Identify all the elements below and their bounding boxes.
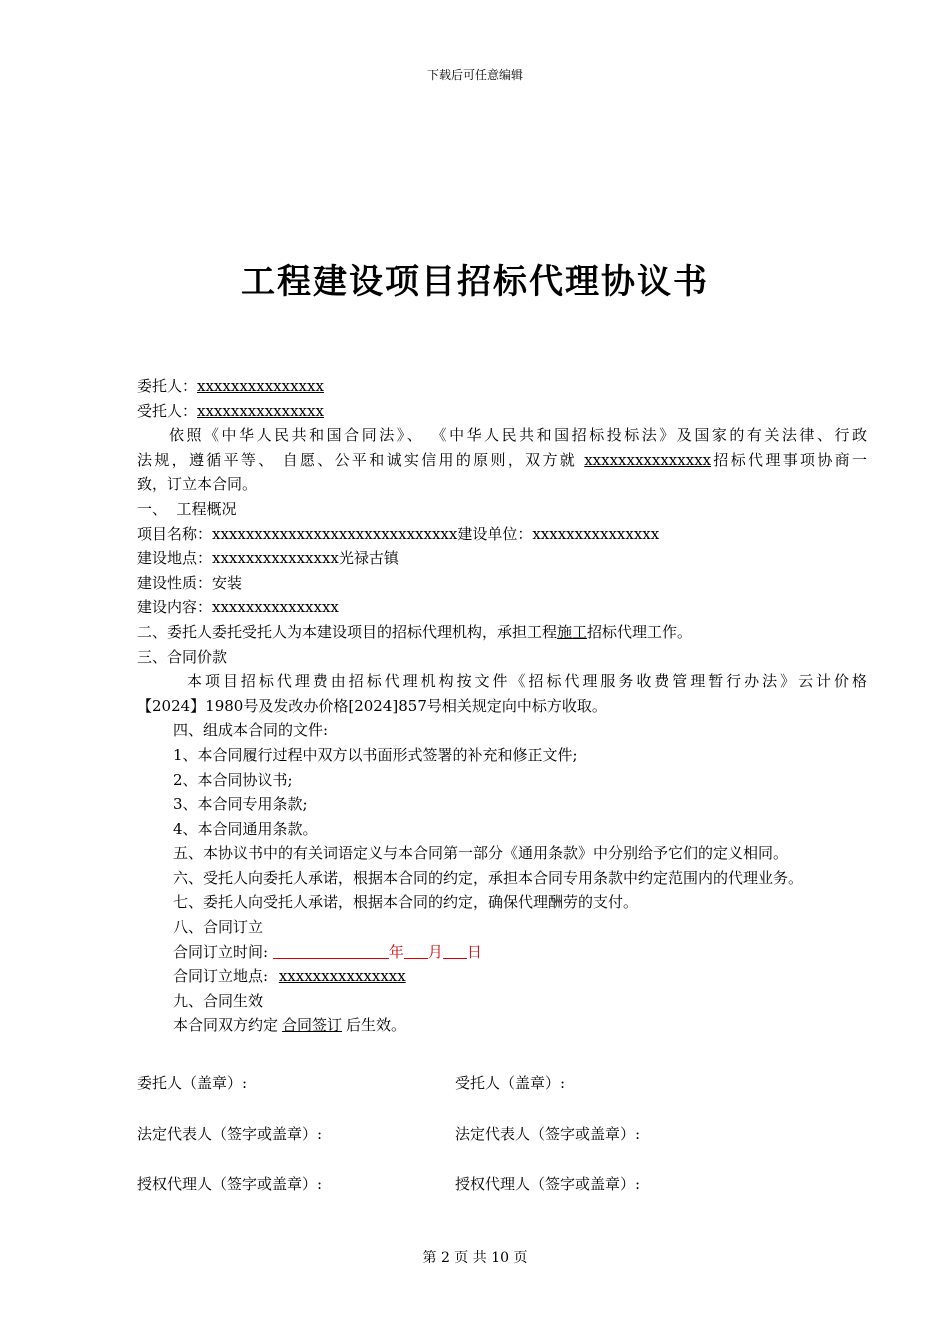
client-label: 委托人： [137,377,198,395]
signing-place-value: xxxxxxxxxxxxxxx [278,967,406,986]
section-2 [137,620,867,645]
signing-time-line [137,940,867,965]
section-7: 七、委托人向受托人承诺，根据本合同的约定，确保代理酬劳的支付。 [173,893,639,912]
intro-line-1: 依照《中华人民共和国合同法》、 《中华人民共和国招标投标法》及国家的有关法律、行政 [169,426,867,445]
signing-month-blank [404,942,428,959]
client-seal-label: 委托人（盖章）: [137,1074,248,1092]
document-body [137,374,867,1038]
project-name-line: 项目名称：xxxxxxxxxxxxxxxxxxxxxxxxxxxxx建设单位：xxxxxxxxxxxxxxx [137,524,660,543]
intro-line-3: 致，订立本合同。 [137,475,258,494]
page-header: 下载后可任意编辑 [426,68,523,82]
section-2-text-a: 二、委托人委托受托人为本建设项目的招标代理机构，承担工程 [137,622,558,641]
section-9-underlined: 合同签订 [282,1016,343,1035]
agent-rep-label: 法定代表人（签字或盖章）: [455,1125,641,1143]
section-9-heading: 九、合同生效 [173,991,264,1010]
client-value: xxxxxxxxxxxxxxx [197,377,324,395]
year-label: 年 [388,942,404,961]
intro-text-a: 法规，遵循平等、 自愿、公平和诚实信用的原则，双方就 [137,450,585,469]
section-3-line-2: 【2024】1980号及发改办价格[2024]857号相关规定向中标方收取。 [137,696,607,715]
section-4-item: 1、本合同履行过程中双方以书面形式签署的补充和修正文件; [173,745,578,764]
client-auth-label: 授权代理人（签字或盖章）: [137,1175,323,1193]
section-1-heading: 一、 工程概况 [137,499,237,518]
agent-line [137,399,867,424]
section-4-item: 3、本合同专用条款; [173,795,308,814]
signing-place-line [137,964,867,989]
section-9-text-b: 后生效。 [346,1016,407,1035]
section-8-heading: 八、合同订立 [173,918,264,937]
section-3-line-1: 本项目招标代理费由招标代理机构按文件《招标代理服务收费管理暂行办法》云计价格 [187,672,867,691]
signing-day-blank [443,942,467,959]
intro-line-2 [137,448,867,473]
day-label: 日 [466,942,482,961]
signing-year-blank [273,942,389,959]
document-title: 工程建设项目招标代理协议书 [241,262,709,302]
agent-value: xxxxxxxxxxxxxxx [197,401,324,420]
nature-line: 建设性质：安装 [137,573,243,592]
page-footer: 第 2 页 共 10 页 [422,1250,528,1266]
section-4-heading: 四、组成本合同的文件: [173,721,329,740]
month-label: 月 [427,942,443,961]
section-6: 六、受托人向委托人承诺，根据本合同的约定，承担本合同专用条款中约定范围内的代理业务。 [173,868,804,887]
section-3-heading: 三、合同价款 [137,647,228,666]
section-4-item: 2、本合同协议书; [173,770,293,789]
section-2-text-b: 招标代理工作。 [587,622,693,641]
section-2-underlined: 施工 [557,622,588,641]
project-placeholder: xxxxxxxxxxxxxxx [584,450,712,469]
section-4-item: 4、本合同通用条款。 [173,819,318,838]
signing-time-label: 合同订立时间: [173,942,273,961]
intro-text-b: 招标代理事项协商一 [711,450,867,469]
content-line: 建设内容：xxxxxxxxxxxxxxx [137,598,339,617]
signing-place-label: 合同订立地点: [173,967,273,986]
agent-seal-label: 受托人（盖章）: [455,1074,566,1092]
client-line [137,374,867,399]
client-rep-label: 法定代表人（签字或盖章）: [137,1125,323,1143]
location-line: 建设地点：xxxxxxxxxxxxxxx光禄古镇 [137,549,399,568]
agent-label: 受托人： [137,401,198,420]
agent-auth-label: 授权代理人（签字或盖章）: [455,1175,641,1193]
section-9-text-a: 本合同双方约定 [173,1016,279,1035]
section-5: 五、本协议书中的有关词语定义与本合同第一部分《通用条款》中分别给予它们的定义相同。 [173,844,789,863]
section-9-line [137,1013,867,1038]
